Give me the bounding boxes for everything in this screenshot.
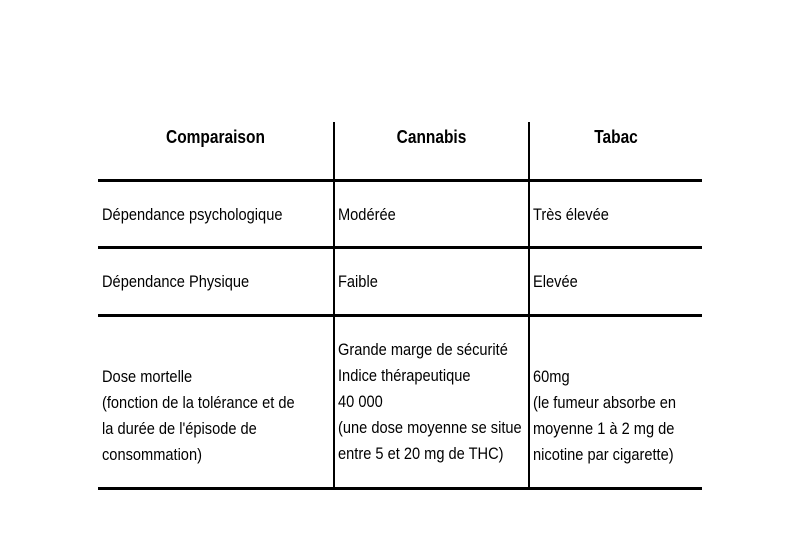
header-tabac: Tabac xyxy=(594,127,638,147)
row-3-tabac-line: (le fumeur absorbe en xyxy=(533,393,677,412)
row-3-tabac xyxy=(533,364,676,468)
row-3-label-line: Dose mortelle xyxy=(102,367,193,386)
header-cannabis: Cannabis xyxy=(396,127,467,147)
row-3-label xyxy=(102,364,295,468)
row-3-label-line: consommation) xyxy=(102,445,202,464)
row-1-label: Dépendance psychologique xyxy=(102,205,283,224)
row-3-cannabis-line: 40 000 xyxy=(338,392,383,411)
column-divider-2 xyxy=(528,122,530,490)
row-3-cannabis-line: Indice thérapeutique xyxy=(338,366,471,385)
row-1-cannabis: Modérée xyxy=(338,205,396,224)
header-rule xyxy=(98,179,702,182)
row-3-tabac-line: 60mg xyxy=(533,367,570,386)
row-3-cannabis xyxy=(338,337,522,467)
row-2-label: Dépendance Physique xyxy=(102,272,250,291)
row-3-cannabis-line: Grande marge de sécurité xyxy=(338,340,508,359)
row-3-tabac-line: moyenne 1 à 2 mg de xyxy=(533,419,675,438)
comparison-table xyxy=(98,122,702,490)
bottom-rule xyxy=(98,487,702,490)
row-2-tabac: Elevée xyxy=(533,272,578,291)
row-3-label-line: la durée de l'épisode de xyxy=(102,419,257,438)
row-rule-2 xyxy=(98,314,702,317)
row-3-cannabis-line: (une dose moyenne se situe xyxy=(338,418,522,437)
row-3-tabac-line: nicotine par cigarette) xyxy=(533,445,674,464)
header-comparaison: Comparaison xyxy=(166,127,265,147)
row-3-label-line: (fonction de la tolérance et de xyxy=(102,393,295,412)
row-1-tabac: Très élevée xyxy=(533,205,609,224)
row-rule-1 xyxy=(98,246,702,249)
column-divider-1 xyxy=(333,122,335,490)
row-2-cannabis: Faible xyxy=(338,272,378,291)
row-3-cannabis-line: entre 5 et 20 mg de THC) xyxy=(338,444,504,463)
